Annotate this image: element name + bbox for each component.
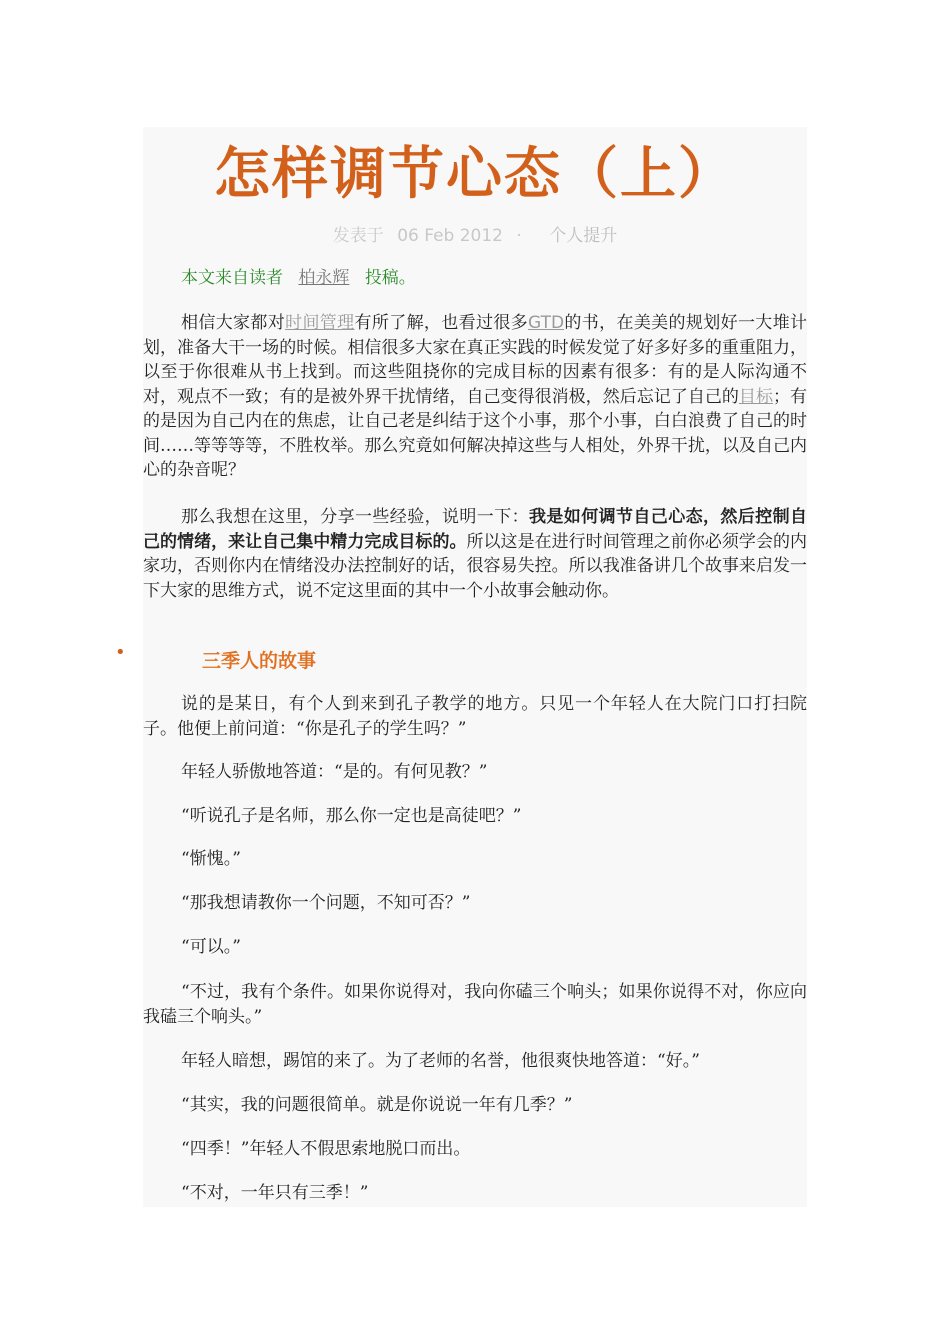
story-paragraph: “不对，一年只有三季！” <box>181 1183 369 1203</box>
p1-text-c: 的书，在美美的规划好一大堆计划，准备大干一场的时候。相信很多大家在真正实践的时候发觉了好多好多的重重阻力，以至于你很难从书上找到。而这些阻挠你的完成目标的因素有很多：有的是人际沟通不对，观点不一致；有的是被外界干扰情绪，自己变得很消极，然后忘记了自己的 <box>143 313 807 407</box>
story-paragraph: “不过，我有个条件。如果你说得对，我向你磕三个响头；如果你说得不对，你应向我磕三个响头。” <box>143 982 807 1027</box>
intro-post: 投稿。 <box>364 268 416 288</box>
story-paragraph: “听说孔子是名师，那么你一定也是高徒吧？” <box>181 806 522 826</box>
story-paragraph: “其实，我的问题很简单。就是你说说一年有几季？” <box>181 1095 573 1115</box>
section-heading-row <box>115 628 807 678</box>
story-paragraph: 年轻人暗想，踢馆的来了。为了老师的名誉，他很爽快地答道：“好。” <box>181 1051 700 1071</box>
story-paragraph: “可以。” <box>181 937 241 957</box>
meta-date: 06 Feb 2012 <box>397 226 503 246</box>
p2-bold-text: 我是如何调节自己心态，然后控制自己的情绪，来让自己集中精力完成目标的。 <box>143 507 807 552</box>
p1-text-a: 相信大家都对 <box>181 313 286 333</box>
story-paragraph: “惭愧。” <box>181 849 241 869</box>
intro-pre: 本文来自读者 <box>181 268 283 288</box>
meta-separator: · <box>516 226 522 246</box>
p2-text-a: 那么我想在这里，分享一些经验，说明一下： <box>181 507 529 527</box>
article-title: 怎样调节心态（上） <box>214 142 736 207</box>
goal-link[interactable]: 目标 <box>738 386 773 407</box>
story-paragraph: “四季！”年轻人不假思索地脱口而出。 <box>181 1139 471 1159</box>
story-paragraph: 说的是某日，有个人到来到孔子教学的地方。只见一个年轻人在大院门口打扫院子。他便上前问道：“你是孔子的学生吗？” <box>143 694 807 739</box>
gtd-link[interactable]: GTD <box>528 313 565 333</box>
paragraph-2 <box>143 505 807 603</box>
story-paragraph: “那我想请教你一个问题，不知可否？” <box>181 893 471 913</box>
section-heading: 三季人的故事 <box>202 650 317 672</box>
bullet-icon: • <box>115 642 126 663</box>
meta-category-link[interactable]: 个人提升 <box>549 226 618 246</box>
intro-line <box>143 266 807 291</box>
p1-text-b: 有所了解，也看过很多 <box>354 313 529 333</box>
time-management-link[interactable]: 时间管理 <box>285 313 355 333</box>
p2-text-b: 所以这是在进行时间管理之前你必须学会的内家功，否则你内在情绪没办法控制好的话，很容易失控。所以我准备讲几个故事来启发一下大家的思维方式，说不定这里面的其中一个小故事会触动你。 <box>143 531 807 601</box>
paragraph-1 <box>143 311 807 483</box>
meta-prefix: 发表于 <box>332 226 384 246</box>
story-paragraph: 年轻人骄傲地答道：“是的。有何见教？” <box>181 762 488 782</box>
author-link[interactable]: 柏永辉 <box>298 268 350 288</box>
p1-text-d: ；有的是因为自己内在的焦虑，让自己老是纠结于这个小事，那个小事，白白浪费了自己的时间……等等等等，不胜枚举。那么究竟如何解决掉这些与人相处，外界干扰，以及自己内心的杂音呢？ <box>143 386 808 480</box>
article-meta <box>143 221 807 246</box>
